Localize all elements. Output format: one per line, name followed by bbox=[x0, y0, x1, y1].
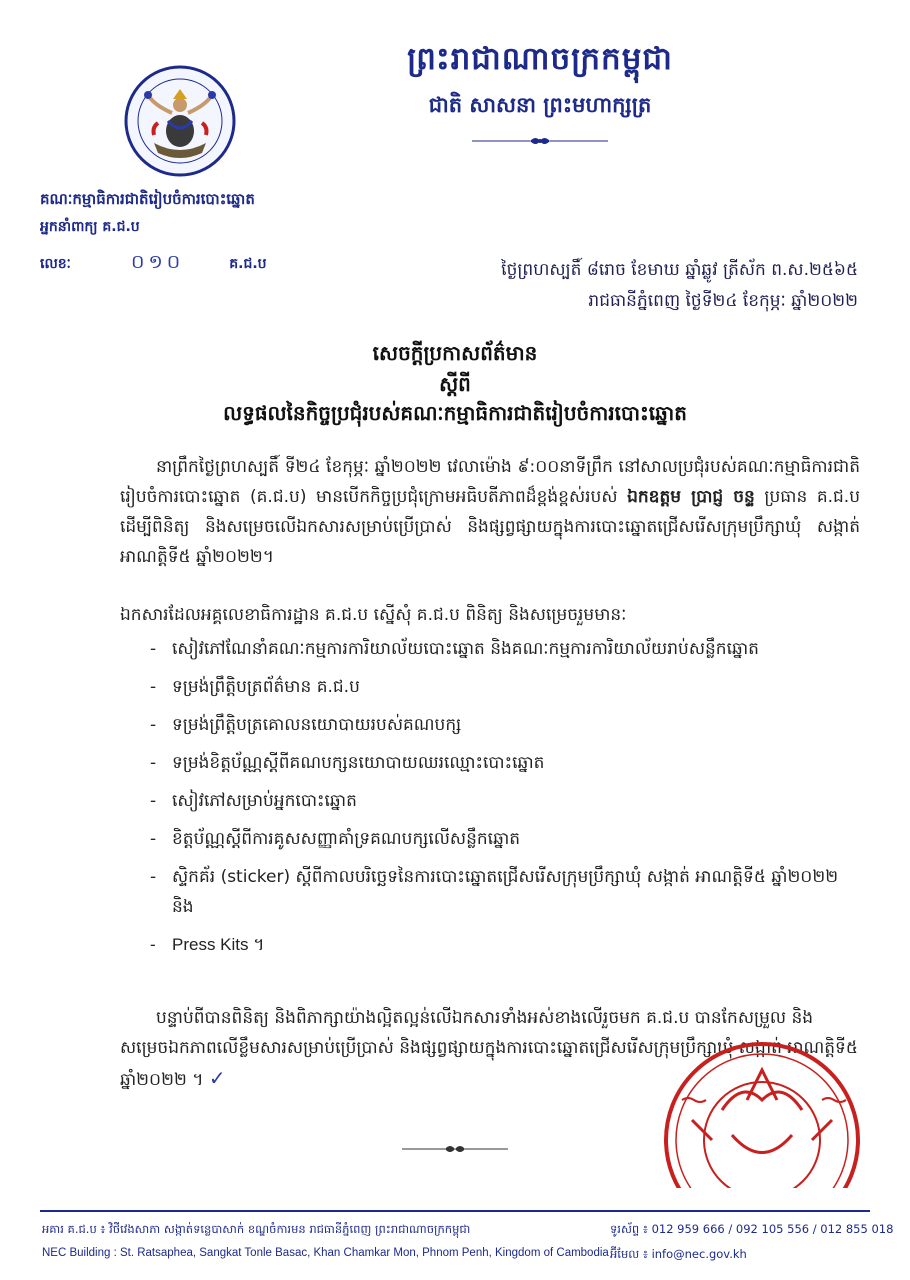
organization-name: គណៈកម្មាធិការជាតិរៀបចំការបោះឆ្នោត bbox=[40, 190, 255, 208]
para2-text: ឯកសារដែលអគ្គលេខាធិការដ្ឋាន គ.ជ.ប ស្នើសុំ គ.ជ.ប ពិនិត្យ និងសម្រេចរួមមានៈ bbox=[120, 605, 627, 625]
footer-email: អ៊ីមែល ៖ info@nec.gov.kh bbox=[610, 1247, 747, 1261]
para1-text-a: នាព្រឹកថ្ងៃព្រហស្បតិ៍ ទី២៤ ខែកុម្ភៈ ឆ្នាំ២០២២ វេលាម៉ោង ៩:០០នាទីព្រឹក នៅសាលប្រជុំរបស់គណៈកម្មាធិការជាតិរៀបចំការបោះឆ្នោត (គ.ជ.ប) មានបើកកិច្ចប្រជុំក្រោមអធិបតីភាពដ៏ខ្ពង់ខ្ពស់របស់ bbox=[120, 457, 860, 507]
reference-label: លេខៈ bbox=[40, 256, 71, 272]
kingdom-title: ព្រះរាជាណាចក្រកម្ពុជា bbox=[407, 41, 673, 77]
handwritten-check-icon: ✓ bbox=[208, 1066, 226, 1090]
document-title: សេចក្តីប្រកាសព័ត៌មាន bbox=[372, 341, 538, 365]
list-item: - Press Kits ។ bbox=[150, 930, 865, 960]
list-item: - សៀវភៅសម្រាប់អ្នកបោះឆ្នោត bbox=[150, 786, 865, 816]
spokesperson-label: អ្នកនាំពាក្យ គ.ជ.ប bbox=[40, 219, 140, 235]
reference-number-row bbox=[40, 250, 267, 278]
title-subject-label: ស្តីពី bbox=[439, 372, 471, 396]
nec-logo-icon bbox=[124, 65, 236, 177]
reference-suffix: គ.ជ.ប bbox=[229, 256, 267, 272]
lunar-date: ថ្ងៃព្រហស្បតិ៍ ៨រោច ខែមាឃ ឆ្នាំឆ្លូវ ត្រីស័ក ព.ស.២៥៦៥ bbox=[501, 260, 858, 280]
list-item: - ខិត្តប័ណ្ណស្តីពីការគូសសញ្ញាគាំទ្រគណបក្សលើសន្លឹកឆ្នោត bbox=[150, 824, 865, 854]
chairman-name: ឯកឧត្តម ប្រាជ្ញ ចន្ទ bbox=[627, 487, 755, 507]
body-paragraph-1 bbox=[120, 452, 860, 572]
ornament-divider-icon bbox=[400, 1142, 510, 1156]
list-item: - ស្ទិកគ័រ (sticker) ស្តីពីកាលបរិច្ឆេទនៃការបោះឆ្នោតជ្រើសរើសក្រុមប្រឹក្សាឃុំ សង្កាត់ អាណត្តិទី៥ ឆ្នាំ២០២២ និង bbox=[150, 862, 865, 922]
solar-date: រាជធានីភ្នំពេញ ថ្ងៃទី២៤ ខែកុម្ភៈ ឆ្នាំ២០២២ bbox=[588, 291, 858, 311]
official-seal-icon bbox=[652, 1040, 864, 1188]
footer-phone: ទូរស័ព្ទ ៖ 012 959 666 / 092 105 556 / 012 855 018 bbox=[610, 1222, 894, 1236]
footer-address-km: អគារ គ.ជ.ប ៖ វិថីវេងសាភា សង្កាត់ទន្លេបាសាក់ ខណ្ឌចំការមន រាជធានីភ្នំពេញ ព្រះរាជាណាចក្រកម្ពុជា bbox=[42, 1222, 471, 1236]
reference-number: ០១០ bbox=[130, 251, 185, 273]
footer-divider bbox=[40, 1210, 870, 1212]
footer-address-en: NEC Building : St. Ratsaphea, Sangkat Tonle Basac, Khan Chamkar Mon, Phnom Penh, Kingdom of Cambodia bbox=[42, 1247, 609, 1259]
national-motto: ជាតិ សាសនា ព្រះមហាក្សត្រ bbox=[428, 93, 652, 117]
list-item: - ទម្រង់ខិត្តប័ណ្ណស្តីពីគណបក្សនយោបាយឈរឈ្មោះបោះឆ្នោត bbox=[150, 748, 865, 778]
title-subject: លទ្ធផលនៃកិច្ចប្រជុំរបស់គណៈកម្មាធិការជាតិរៀបចំការបោះឆ្នោត bbox=[223, 401, 687, 425]
para1-text-b: ប្រធាន គ.ជ.ប ដើម្បីពិនិត្យ និងសម្រេចលើឯកសារសម្រាប់ប្រើប្រាស់ និងផ្សព្វផ្សាយក្នុងការបោះឆ្នោតជ្រើសរើសក្រុមប្រឹក្សាឃុំ សង្កាត់ អាណត្តិទី៥ ឆ្នាំ២០២២។ bbox=[120, 487, 860, 567]
list-item: - ទម្រង់ព្រឹត្តិបត្រព័ត៌មាន គ.ជ.ប bbox=[150, 672, 865, 702]
ornament-divider-icon bbox=[470, 134, 610, 148]
para3-text: បន្ទាប់ពីបានពិនិត្យ និងពិភាក្សាយ៉ាងល្អិតល្អន់លើឯកសារទាំងអស់ខាងលើរួចមក គ.ជ.ប បានកែសម្រួល និងសម្រេចឯកភាពលើខ្លឹមសារសម្រាប់ប្រើប្រាស់ និងផ្សព្វផ្សាយក្នុងការបោះឆ្នោតជ្រើសរើសក្រុមប្រឹក្សាឃុំ សង្កាត់ អាណត្តិទី៥ ឆ្នាំ២០២២ ។ bbox=[120, 1008, 858, 1090]
body-paragraph-2 bbox=[120, 600, 860, 630]
list-item: - សៀវភៅណែនាំគណៈកម្មការការិយាល័យបោះឆ្នោត និងគណៈកម្មការការិយាល័យរាប់សន្លឹកឆ្នោត bbox=[150, 634, 865, 664]
list-item: - ទម្រង់ព្រឹត្តិបត្រគោលនយោបាយរបស់គណបក្ស bbox=[150, 710, 865, 740]
document-list bbox=[150, 634, 865, 960]
